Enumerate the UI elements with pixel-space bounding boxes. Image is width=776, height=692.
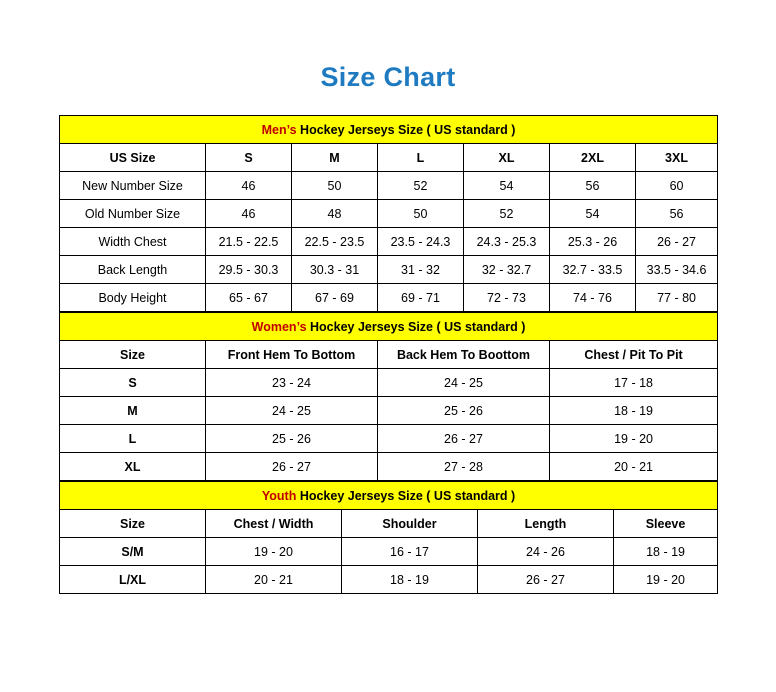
table-row <box>60 566 718 594</box>
mens-banner-accent: Men’s <box>261 122 297 137</box>
row-label: M <box>60 397 206 425</box>
table-row <box>60 172 718 200</box>
mens-header-cell: 3XL <box>636 144 718 172</box>
mens-header-cell: S <box>206 144 292 172</box>
row-label: Old Number Size <box>60 200 206 228</box>
table-cell: 56 <box>636 200 718 228</box>
table-cell: 33.5 - 34.6 <box>636 256 718 284</box>
table-cell: 32 - 32.7 <box>464 256 550 284</box>
table-row <box>60 228 718 256</box>
row-label: XL <box>60 453 206 481</box>
row-label: Body Height <box>60 284 206 312</box>
youth-size-table <box>59 481 718 594</box>
table-cell: 24 - 25 <box>206 397 378 425</box>
page-title: Size Chart <box>320 62 456 92</box>
table-cell: 52 <box>378 172 464 200</box>
table-cell: 23.5 - 24.3 <box>378 228 464 256</box>
youth-header-cell: Length <box>478 510 614 538</box>
table-cell: 74 - 76 <box>550 284 636 312</box>
mens-banner-row <box>60 116 718 144</box>
table-cell: 24 - 25 <box>378 369 550 397</box>
table-cell: 18 - 19 <box>550 397 718 425</box>
mens-header-row <box>60 144 718 172</box>
table-cell: 24.3 - 25.3 <box>464 228 550 256</box>
table-row <box>60 369 718 397</box>
youth-banner-rest: Hockey Jerseys Size ( US standard ) <box>296 488 516 503</box>
table-cell: 20 - 21 <box>550 453 718 481</box>
mens-header-cell: L <box>378 144 464 172</box>
youth-banner-cell <box>60 482 718 510</box>
table-cell: 48 <box>292 200 378 228</box>
table-cell: 21.5 - 22.5 <box>206 228 292 256</box>
youth-header-row <box>60 510 718 538</box>
size-chart-container <box>59 115 717 594</box>
womens-banner-rest: Hockey Jerseys Size ( US standard ) <box>306 319 526 334</box>
table-cell: 50 <box>378 200 464 228</box>
table-cell: 60 <box>636 172 718 200</box>
womens-banner-accent: Women’s <box>251 319 307 334</box>
row-label: L/XL <box>60 566 206 594</box>
table-cell: 56 <box>550 172 636 200</box>
table-cell: 26 - 27 <box>378 425 550 453</box>
table-cell: 67 - 69 <box>292 284 378 312</box>
mens-banner-rest: Hockey Jerseys Size ( US standard ) <box>296 122 516 137</box>
table-cell: 29.5 - 30.3 <box>206 256 292 284</box>
womens-banner-row <box>60 313 718 341</box>
table-cell: 24 - 26 <box>478 538 614 566</box>
table-cell: 18 - 19 <box>342 566 478 594</box>
table-row <box>60 425 718 453</box>
table-cell: 17 - 18 <box>550 369 718 397</box>
table-row <box>60 256 718 284</box>
table-cell: 19 - 20 <box>614 566 718 594</box>
table-cell: 30.3 - 31 <box>292 256 378 284</box>
table-cell: 20 - 21 <box>206 566 342 594</box>
womens-header-cell: Size <box>60 341 206 369</box>
mens-size-table <box>59 115 718 312</box>
row-label: New Number Size <box>60 172 206 200</box>
table-row <box>60 284 718 312</box>
table-cell: 25 - 26 <box>206 425 378 453</box>
table-cell: 69 - 71 <box>378 284 464 312</box>
youth-header-cell: Shoulder <box>342 510 478 538</box>
table-cell: 54 <box>464 172 550 200</box>
table-row <box>60 200 718 228</box>
row-label: Width Chest <box>60 228 206 256</box>
table-row <box>60 538 718 566</box>
table-cell: 77 - 80 <box>636 284 718 312</box>
table-cell: 26 - 27 <box>478 566 614 594</box>
table-cell: 72 - 73 <box>464 284 550 312</box>
womens-banner-cell <box>60 313 718 341</box>
mens-header-cell: XL <box>464 144 550 172</box>
table-cell: 50 <box>292 172 378 200</box>
table-cell: 25.3 - 26 <box>550 228 636 256</box>
mens-header-cell: 2XL <box>550 144 636 172</box>
table-cell: 26 - 27 <box>206 453 378 481</box>
table-cell: 22.5 - 23.5 <box>292 228 378 256</box>
table-cell: 18 - 19 <box>614 538 718 566</box>
youth-header-cell: Size <box>60 510 206 538</box>
womens-size-table <box>59 312 718 481</box>
youth-banner-row <box>60 482 718 510</box>
womens-header-cell: Chest / Pit To Pit <box>550 341 718 369</box>
youth-banner-accent: Youth <box>261 488 297 503</box>
table-cell: 25 - 26 <box>378 397 550 425</box>
mens-header-cell: US Size <box>60 144 206 172</box>
table-row <box>60 453 718 481</box>
row-label: L <box>60 425 206 453</box>
table-cell: 54 <box>550 200 636 228</box>
table-cell: 31 - 32 <box>378 256 464 284</box>
table-cell: 46 <box>206 172 292 200</box>
table-cell: 27 - 28 <box>378 453 550 481</box>
table-cell: 52 <box>464 200 550 228</box>
table-cell: 19 - 20 <box>550 425 718 453</box>
table-cell: 32.7 - 33.5 <box>550 256 636 284</box>
table-cell: 19 - 20 <box>206 538 342 566</box>
mens-header-cell: M <box>292 144 378 172</box>
table-cell: 26 - 27 <box>636 228 718 256</box>
row-label: S/M <box>60 538 206 566</box>
table-cell: 65 - 67 <box>206 284 292 312</box>
table-row <box>60 397 718 425</box>
table-cell: 23 - 24 <box>206 369 378 397</box>
youth-header-cell: Sleeve <box>614 510 718 538</box>
womens-header-cell: Front Hem To Bottom <box>206 341 378 369</box>
table-cell: 46 <box>206 200 292 228</box>
youth-header-cell: Chest / Width <box>206 510 342 538</box>
womens-header-cell: Back Hem To Boottom <box>378 341 550 369</box>
table-cell: 16 - 17 <box>342 538 478 566</box>
mens-banner-cell <box>60 116 718 144</box>
womens-header-row <box>60 341 718 369</box>
row-label: S <box>60 369 206 397</box>
row-label: Back Length <box>60 256 206 284</box>
